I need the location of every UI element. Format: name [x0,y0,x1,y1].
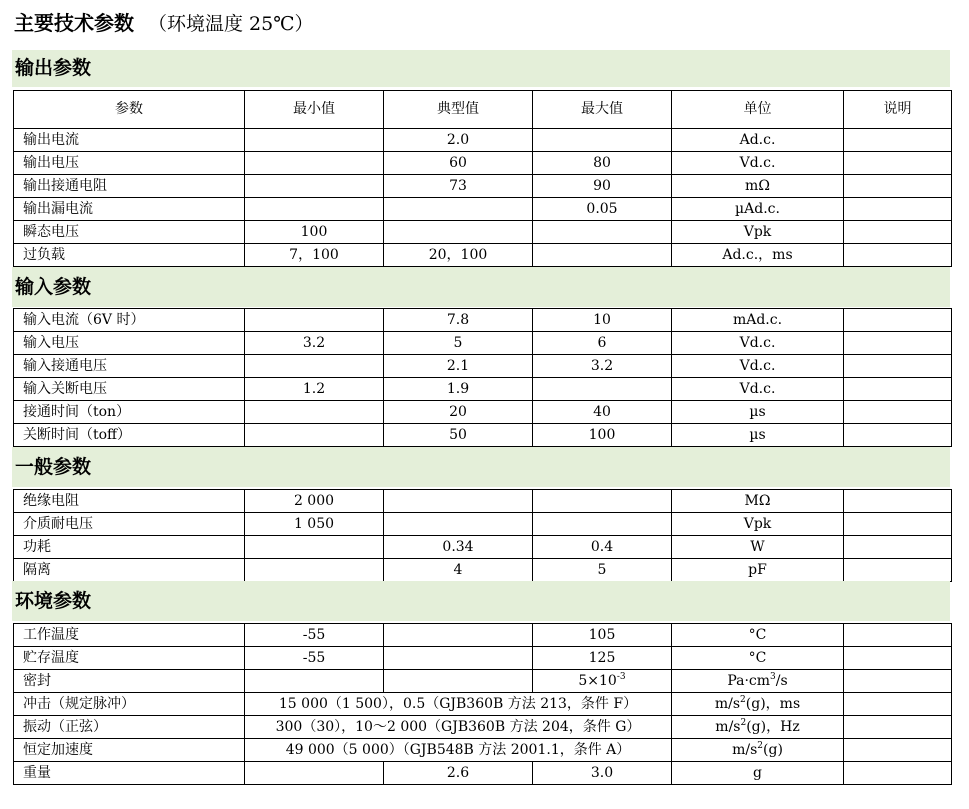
input-params-table [13,308,952,447]
table-row: 过负载 7，100 20，100 Ad.c.，ms [14,244,952,267]
title-condition: （环境温度 25℃） [148,13,314,35]
document-title [14,8,313,38]
table-row: 输出电压 60 80 Vd.c. [14,152,952,175]
table-row: 输出漏电流 0.05 µAd.c. [14,198,952,221]
table-row: 介质耐电压 1 050 Vpk [14,513,952,536]
table-row: 输出电流 2.0 Ad.c. [14,129,952,152]
table-row: 绝缘电阻 2 000 MΩ [14,490,952,513]
table-row: 接通时间（ton） 20 40 µs [14,401,952,424]
table-row: 工作温度 -55 105 °C [14,624,952,647]
header-min: 最小值 [245,91,384,129]
output-params-table [13,90,952,267]
header-note: 说明 [844,91,952,129]
table-row: 关断时间（toff） 50 100 µs [14,424,952,447]
table-row: 输出接通电阻 73 90 mΩ [14,175,952,198]
table-row: 输入电压 3.2 5 6 Vd.c. [14,332,952,355]
table-row: 贮存温度 -55 125 °C [14,647,952,670]
header-typ: 典型值 [384,91,533,129]
table-row: 瞬态电压 100 Vpk [14,221,952,244]
table-row: 输入接通电压 2.1 3.2 Vd.c. [14,355,952,378]
section-output-title: 输出参数 [12,50,950,87]
header-param: 参数 [14,91,245,129]
table-row: 输入关断电压 1.2 1.9 Vd.c. [14,378,952,401]
header-unit: 单位 [672,91,844,129]
table-row: 隔离 4 5 pF [14,559,952,582]
section-general-title: 一般参数 [12,447,950,487]
table-row: 冲击（规定脉冲） 15 000（1 500），0.5（GJB360B 方法 213，条件 F） $m/s^2(g)$，ms [14,693,952,716]
table-row: 密封 $5\times 10^{-3}$ $Pa\cdot cm^3/s$ [14,670,952,693]
table-row: 恒定加速度 49 000（5 000）（GJB548B 方法 2001.1，条件 A） $m/s^2(g)$ [14,739,952,762]
general-params-table [13,489,952,582]
table-header-row [14,91,952,129]
table-row: 功耗 0.34 0.4 W [14,536,952,559]
section-input-title: 输入参数 [12,267,950,307]
table-row: 重量 2.6 3.0 g [14,762,952,785]
environment-params-table [13,623,952,785]
table-row: 输入电流（6V 时） 7.8 10 mAd.c. [14,309,952,332]
title-main: 主要技术参数 [14,11,134,35]
table-row: 振动（正弦） 300（30），10～2 000（GJB360B 方法 204，条件 G） $m/s^2(g)$，Hz [14,716,952,739]
section-environment-title: 环境参数 [12,581,950,621]
header-max: 最大值 [533,91,672,129]
